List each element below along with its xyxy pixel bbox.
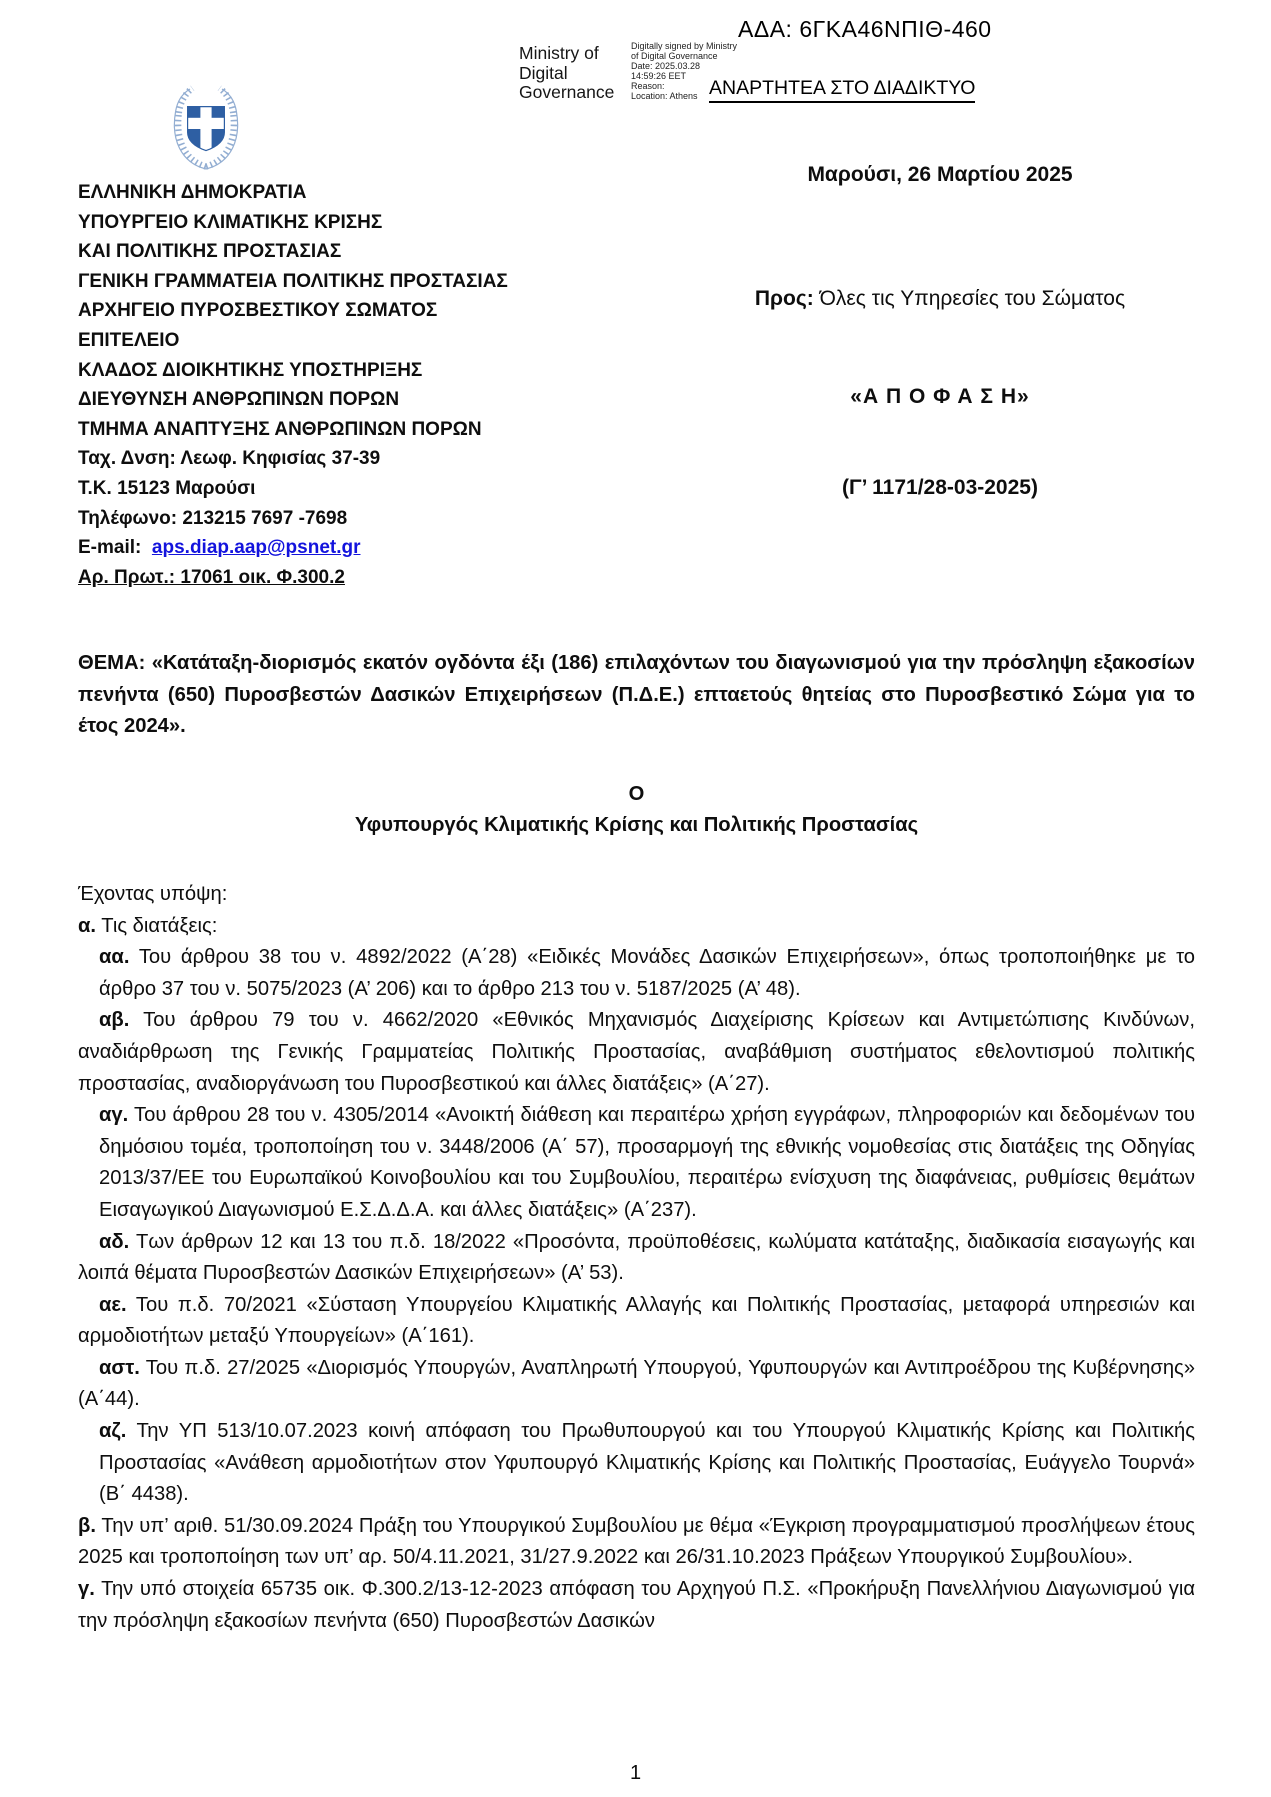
signature-detail-line: Digitally signed by Ministry [631,41,738,51]
consideration-item [78,1574,1195,1637]
phone-line: Τηλέφωνο: 213215 7697 -7698 [78,507,348,529]
email-line [78,533,548,563]
item-label: αστ. [99,1356,140,1379]
item-label: β. [78,1514,96,1537]
agency-line: ΥΠΟΥΡΓΕΙΟ ΚΛΙΜΑΤΙΚΗΣ ΚΡΙΣΗΣ [78,211,383,233]
item-label: γ. [78,1578,95,1601]
recipients-line [700,287,1180,311]
signer-line: Governance [519,82,615,102]
consideration-item [78,1353,1195,1416]
page-number: 1 [629,1762,642,1784]
gazette-reference: (Γ’ 1171/28-03-2025) [842,476,1038,499]
item-label: αζ. [99,1420,127,1443]
signature-detail-line: Reason: [631,81,665,91]
item-label: αδ. [99,1230,130,1253]
item-text: Την υπό στοιχεία 65735 οικ. Φ.300.2/13-12-2023 απόφαση του Αρχηγού Π.Σ. «Προκήρυξη Πανελλήνιου Διαγωνισμού για την πρόσληψη εξακοσίων πενήντα (650) Πυροσβεστών Δασικών [78,1578,1195,1632]
item-label: αε. [99,1293,127,1316]
greek-coat-of-arms-icon [166,84,246,179]
protocol-number: Αρ. Πρωτ.: 17061 οικ. Φ.300.2 [78,566,345,588]
consideration-item [78,911,1195,943]
consideration-item [78,1290,1195,1353]
consideration-item [78,1005,1195,1100]
consideration-item [99,942,1195,1005]
item-label: αβ. [99,1009,130,1032]
item-text: Του άρθρου 28 του ν. 4305/2014 «Ανοικτή διάθεση και περαιτέρω χρήση εγγράφων, πληροφοριών και δεδομένων του δημόσιου τομέα, τροποποίηση του ν. 3448/2006 (Α΄ 57), προσαρμογή της εθνικής νομοθεσίας στις διατάξεις της Οδηγίας 2013/37/ΕΕ του Ευρωπαϊκού Κοινοβουλίου και του Συμβουλίου, περαιτέρω ενίσχυση της διαφάνειας, ρυθμίσεις θεμάτων Εισαγωγικού Διαγωνισμού Ε.Σ.Δ.Δ.Α. και άλλες διατάξεις» (Α΄237). [99,1104,1195,1221]
to-label: Προς: [754,287,814,310]
ada-code: ΑΔΑ: 6ΓΚΑ46ΝΠΙΘ-460 [738,16,992,42]
item-label: αγ. [99,1104,129,1127]
agency-line: ΓΕΝΙΚΗ ΓΡΑΜΜΑΤΕΙΑ ΠΟΛΙΤΙΚΗΣ ΠΡΟΣΤΑΣΙΑΣ [78,270,508,292]
item-text: Την ΥΠ 513/10.07.2023 κοινή απόφαση του Πρωθυπουργού και του Υπουργού Κλιματικής Κρίσης και Πολιτικής Προστασίας «Ανάθεση αρμοδιοτήτων στον Υφυπουργό Κλιματικής Κρίσης και Πολιτικής Προστασίας, Ευάγγελο Τουρνά» (Β΄ 4438). [99,1420,1195,1506]
deciding-authority-title: Υφυπουργός Κλιματικής Κρίσης και Πολιτικής Προστασίας [354,814,919,837]
subject-paragraph: ΘΕΜΑ: «Κατάταξη-διορισμός εκατόν ογδόντα έξι (186) επιλαχόντων του διαγωνισμού για την πρόσληψη εξακοσίων πενήντα (650) Πυροσβεστών Δασικών Επιχειρήσεων (Π.Δ.Ε.) επταετούς θητείας στο Πυροσβεστικό Σώμα για το έτος 2024». [78,652,1195,738]
decision-title: «Α Π Ο Φ Α Σ Η» [850,385,1030,408]
having-regard-line: Έχοντας υπόψη: [78,882,228,905]
signer-line: Digital [519,62,568,83]
signature-detail-line: Location: Athens [631,91,698,101]
digital-signature-signer [519,44,614,103]
item-text: Των άρθρων 12 και 13 του π.δ. 18/2022 «Προσόντα, προϋποθέσεις, κωλύματα κατάταξης, διαδικασία εισαγωγής και λοιπά θέματα Πυροσβεστών Δασικών Επιχειρήσεων» (Α’ 53). [78,1230,1195,1285]
item-text: Του άρθρου 38 του ν. 4892/2022 (Α΄28) «Ειδικές Μονάδες Δασικών Επιχειρήσεων», όπως τροποποιήθηκε με το άρθρο 37 του ν. 5075/2023 (Α’ 206) και το άρθρο 213 του ν. 5187/2025 (Α’ 48). [99,946,1195,1000]
item-label: αα. [99,946,130,969]
email-label: E-mail: [78,537,142,559]
email-link[interactable]: aps.diap.aap@psnet.gr [151,537,361,559]
consideration-item [78,1511,1195,1574]
web-posting-notice: ΑΝΑΡΤΗΤΕΑ ΣΤΟ ΔΙΑΔΙΚΤΥΟ [709,77,975,103]
item-text: Του άρθρου 79 του ν. 4662/2020 «Εθνικός Μηχανισμός Διαχείρισης Κρίσεων και Αντιμετώπισης Κινδύνων, αναδιάρθρωση της Γενικής Γραμματείας Πολιτικής Προστασίας, αναβάθμιση συστήματος εθελοντισμού πολιτικής προστασίας, αναδιοργάνωση του Πυροσβεστικού και άλλες διατάξεις» (Α΄27). [78,1009,1195,1095]
agency-line: ΕΛΛΗΝΙΚΗ ΔΗΜΟΚΡΑΤΙΑ [78,182,307,203]
signature-detail-line: of Digital Governance [631,51,718,61]
agency-line: ΔΙΕΥΘΥΝΣΗ ΑΝΘΡΩΠΙΝΩΝ ΠΟΡΩΝ [78,389,400,411]
agency-line: ΑΡΧΗΓΕΙΟ ΠΥΡΟΣΒΕΣΤΙΚΟΥ ΣΩΜΑΤΟΣ [78,300,438,322]
signature-detail-line: 14:59:26 EET [631,71,687,81]
postal-code: Τ.Κ. 15123 Μαρούσι [78,477,256,499]
item-label: α. [78,914,97,937]
item-text: Του π.δ. 70/2021 «Σύσταση Υπουργείου Κλιματικής Αλλαγής και Πολιτικής Προστασίας, μεταφορά υπηρεσιών και αρμοδιοτήτων μεταξύ Υπουργείων» (Α΄161). [78,1293,1195,1348]
to-value: Όλες τις Υπηρεσίες του Σώματος [819,287,1126,310]
signer-line: Ministry of [519,43,599,63]
item-text: Την υπ’ αριθ. 51/30.09.2024 Πράξη του Υπουργικού Συμβουλίου με θέμα «Έγκριση προγραμματισμού προσλήψεων έτους 2025 και τροποποίηση των υπ’ αρ. 50/4.11.2021, 31/27.9.2022 και 26/31.10.2023 Πράξεων Υπουργικού Συμβουλίου». [78,1514,1195,1569]
place-date-line: Μαρούσι, 26 Μαρτίου 2025 [807,163,1073,186]
consideration-item [99,1416,1195,1511]
agency-line: ΤΜΗΜΑ ΑΝΑΠΤΥΞΗΣ ΑΝΘΡΩΠΙΝΩΝ ΠΟΡΩΝ [78,418,482,440]
document-body [78,648,1195,1637]
postal-address: Ταχ. Δνση: Λεωφ. Κηφισίας 37-39 [78,448,381,470]
letterhead-block [78,178,548,592]
deciding-authority-article: Ο [628,782,645,805]
agency-line: ΚΑΙ ΠΟΛΙΤΙΚΗΣ ΠΡΟΣΤΑΣΙΑΣ [78,241,342,263]
deciding-authority [78,779,1195,842]
signature-detail-line: Date: 2025.03.28 [631,61,701,71]
consideration-item [78,1227,1195,1290]
item-text: Τις διατάξεις: [101,914,218,937]
agency-line: ΕΠΙΤΕΛΕΙΟ [78,329,180,351]
agency-line: ΚΛΑΔΟΣ ΔΙΟΙΚΗΤΙΚΗΣ ΥΠΟΣΤΗΡΙΞΗΣ [78,359,423,381]
item-text: Του π.δ. 27/2025 «Διορισμός Υπουργών, Αναπληρωτή Υπουργού, Υφυπουργών και Αντιπροέδρου της Κυβέρνησης» (Α΄44). [78,1356,1196,1411]
consideration-item [99,1100,1195,1226]
